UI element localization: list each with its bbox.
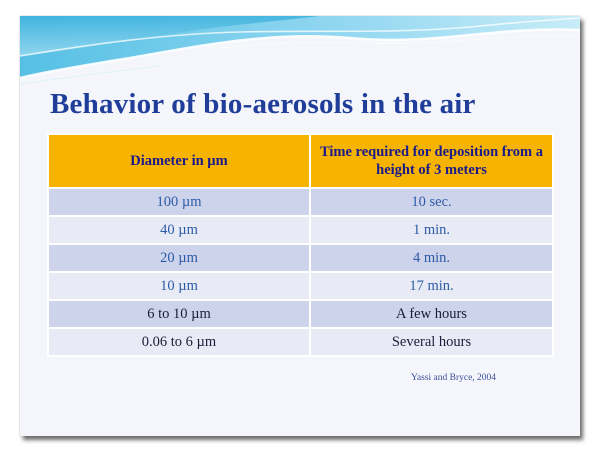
table-row [48, 188, 553, 216]
cell-time: 10 sec. [310, 188, 553, 216]
cell-diameter: 100 µm [48, 188, 310, 216]
cell-diameter: 0.06 to 6 µm [48, 328, 310, 356]
table-row [48, 272, 553, 300]
deposition-table [47, 133, 554, 357]
table-row [48, 300, 553, 328]
slide-title: Behavior of bio-aerosols in the air [50, 88, 476, 120]
table-row [48, 216, 553, 244]
header-deposition-time: Time required for deposition from a height of 3 meters [310, 134, 553, 188]
table-row [48, 244, 553, 272]
wave-banner-decoration [20, 16, 580, 96]
cell-diameter: 10 µm [48, 272, 310, 300]
slide [20, 16, 580, 436]
cell-time: 4 min. [310, 244, 553, 272]
cell-time: 17 min. [310, 272, 553, 300]
cell-time: 1 min. [310, 216, 553, 244]
cell-diameter: 40 µm [48, 216, 310, 244]
cell-diameter: 20 µm [48, 244, 310, 272]
cell-time: A few hours [310, 300, 553, 328]
table-row [48, 328, 553, 356]
cell-time: Several hours [310, 328, 553, 356]
cell-diameter: 6 to 10 µm [48, 300, 310, 328]
table-header-row [48, 134, 553, 188]
header-diameter: Diameter in µm [48, 134, 310, 188]
citation: Yassi and Bryce, 2004 [411, 373, 497, 383]
